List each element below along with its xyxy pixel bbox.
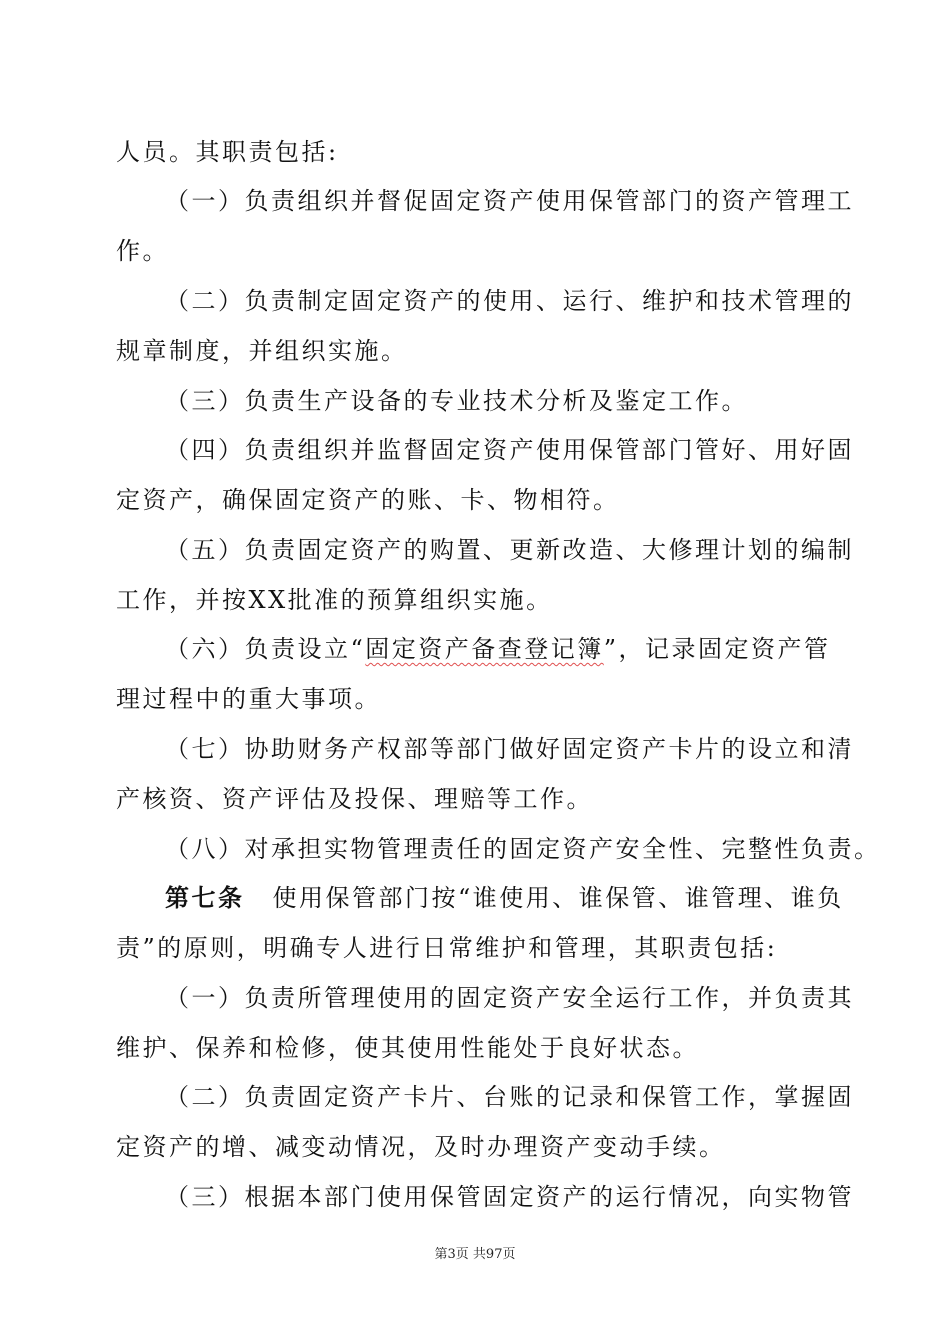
paragraph-line: 人员。其职责包括: xyxy=(116,138,339,166)
paragraph-line: （一）负责所管理使用的固定资产安全运行工作，并负责其 xyxy=(165,984,854,1012)
paragraph-line-item6 xyxy=(165,634,831,664)
paragraph-line: （三）根据本部门使用保管固定资产的运行情况，向实物管 xyxy=(165,1183,854,1211)
article-text: 使用保管部门按“谁使用、谁保管、谁管理、谁负 xyxy=(272,884,844,912)
paragraph-line: （二）负责固定资产卡片、台账的记录和保管工作，掌握固 xyxy=(165,1083,854,1111)
paragraph-line: （四）负责组织并监督固定资产使用保管部门管好、用好固 xyxy=(165,436,854,464)
paragraph-line: （二）负责制定固定资产的使用、运行、维护和技术管理的 xyxy=(165,287,854,315)
paragraph-line: 理过程中的重大事项。 xyxy=(116,685,381,713)
article-heading: 第七条 xyxy=(165,883,245,912)
paragraph-line: 产核资、资产评估及投保、理赔等工作。 xyxy=(116,785,593,813)
item6-text-before: （六）负责设立“ xyxy=(165,635,366,663)
paragraph-line: 规章制度，并组织实施。 xyxy=(116,337,408,365)
paragraph-line: 维护、保养和检修，使其使用性能处于良好状态。 xyxy=(116,1034,699,1062)
paragraph-line: （三）负责生产设备的专业技术分析及鉴定工作。 xyxy=(165,387,748,415)
paragraph-line: 定资产，确保固定资产的账、卡、物相符。 xyxy=(116,486,620,514)
paragraph-line: 作。 xyxy=(116,237,169,265)
paragraph-line: （五）负责固定资产的购置、更新改造、大修理计划的编制 xyxy=(165,536,854,564)
item6-text-after: ”，记录固定资产管 xyxy=(603,635,831,663)
paragraph-line: （七）协助财务产权部等部门做好固定资产卡片的设立和清 xyxy=(165,735,854,763)
paragraph-line: 工作，并按XX批准的预算组织实施。 xyxy=(116,586,553,614)
paragraph-line: （一）负责组织并督促固定资产使用保管部门的资产管理工 xyxy=(165,187,854,215)
spellcheck-underlined-text: 固定资产备查登记簿 xyxy=(365,635,604,663)
paragraph-line: （八）对承担实物管理责任的固定资产安全性、完整性负责。 xyxy=(165,835,881,863)
paragraph-line: 责”的原则，明确专人进行日常维护和管理，其职责包括: xyxy=(116,934,778,962)
article-line xyxy=(165,883,844,913)
page-number-footer: 第3页 共97页 xyxy=(434,1247,516,1262)
paragraph-line: 定资产的增、减变动情况，及时办理资产变动手续。 xyxy=(116,1133,726,1161)
